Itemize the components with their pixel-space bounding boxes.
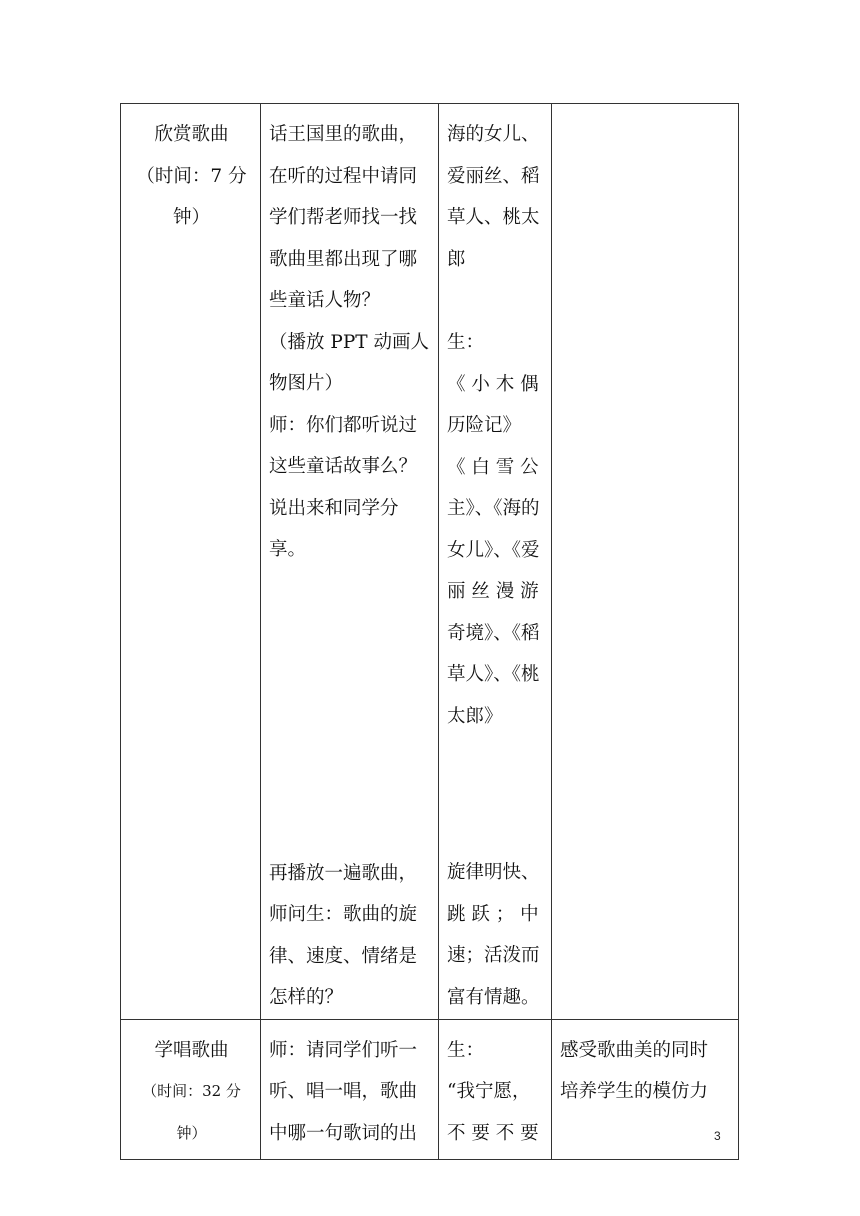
stage-cell [121, 1019, 261, 1159]
spacer [447, 280, 545, 322]
lesson-plan-table [120, 103, 739, 1160]
stage-time-line: （时间：32 分 [142, 1082, 241, 1100]
teacher-text: 再播放一遍歌曲， 师问生：歌曲的旋 律、速度、情绪是 怎样的？ [269, 862, 418, 1008]
purpose-cell [552, 1019, 739, 1159]
teacher-text: （播放 PPT 动画人 物图片） [269, 331, 429, 394]
stage-time-line: 钟） [176, 1123, 207, 1142]
spacer [269, 571, 432, 853]
page-number: 3 [714, 1129, 721, 1143]
student-text: 生： “我宁愿， 不 要 不 要 [447, 1039, 539, 1144]
table-row [121, 1019, 739, 1159]
teacher-activity-cell [261, 1019, 439, 1159]
student-text: 海的女儿、 爱丽丝、稻 草人、桃太 郎 [447, 124, 540, 270]
student-text: 旋律明快、 跳 跃 ； 中 速；活泼而 富有情趣。 [447, 862, 540, 1008]
teacher-text: 师：你们都听说过 这些童话故事么？ 说出来和同学分 享。 [269, 414, 418, 560]
stage-time-line: （时间：7 分 [136, 165, 247, 187]
spacer [447, 737, 545, 852]
teacher-activity-cell [261, 104, 439, 1020]
student-text: 生： 《 小 木 偶 历险记》 《 白 雪 公 主》、《海的 女儿》、《爱 丽 丝 漫 游 奇境》、《稻 草人》、《桃 太郎》 [447, 332, 540, 727]
purpose-text: 感受歌曲美的同时 培养学生的模仿力 [560, 1039, 709, 1102]
purpose-cell [552, 104, 739, 1020]
stage-name: 学唱歌曲 [154, 1039, 229, 1061]
stage-cell [121, 104, 261, 1020]
student-activity-cell [439, 1019, 552, 1159]
teacher-text: 师：请同学们听一 听、唱一唱，歌曲 中哪一句歌词的出 [269, 1039, 418, 1144]
student-activity-cell [439, 104, 552, 1020]
stage-time-line: 钟） [172, 207, 210, 228]
stage-name: 欣赏歌曲 [154, 124, 229, 145]
teacher-text: 话王国里的歌曲， 在听的过程中请同 学们帮老师找一找 歌曲里都出现了哪 些童话人物？ [269, 124, 418, 311]
table-row [121, 104, 739, 1020]
